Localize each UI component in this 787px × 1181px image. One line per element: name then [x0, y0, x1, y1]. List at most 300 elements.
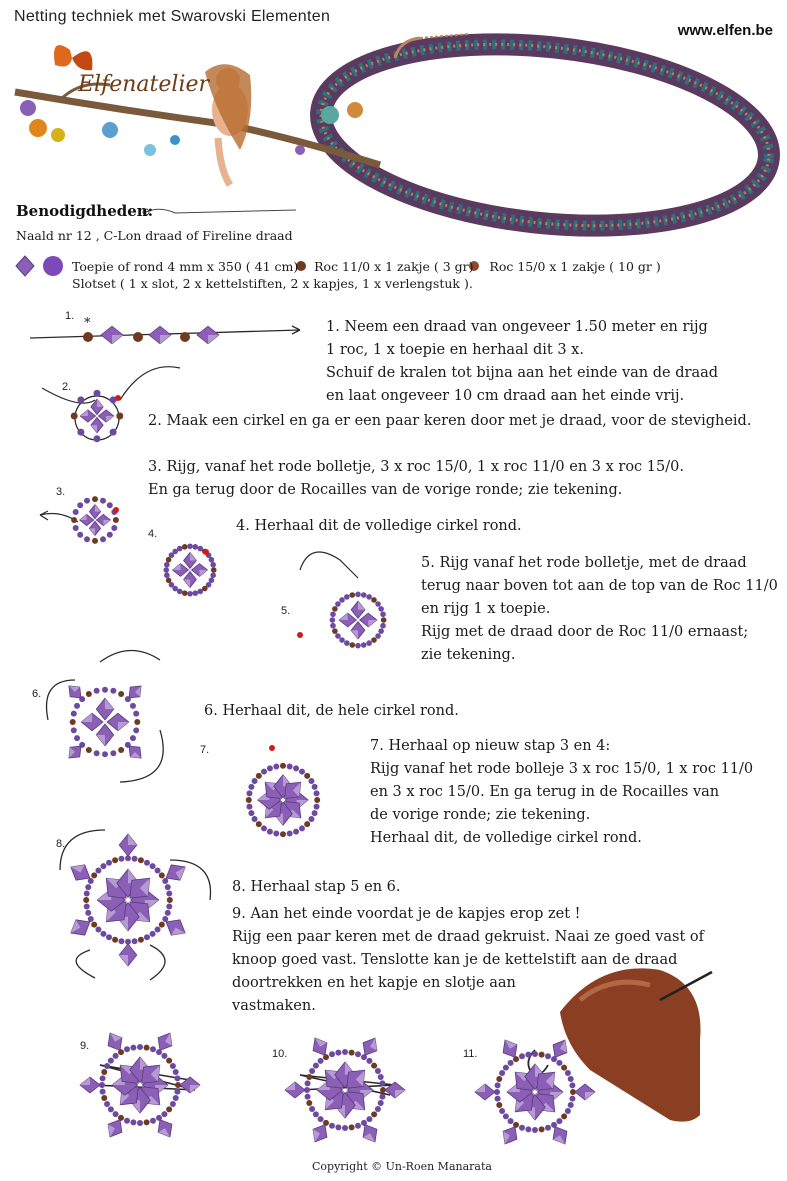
step-4-line-1: 4. Herhaal dit de volledige cirkel rond. — [236, 518, 522, 534]
rocaille-bead — [308, 816, 314, 822]
rocaille-bead — [246, 797, 252, 803]
rocaille-bead — [329, 1051, 335, 1057]
rocaille-bead — [102, 687, 108, 693]
rocaille-bead — [371, 637, 377, 643]
rocaille-bead — [198, 589, 204, 595]
step-1-line-2: 1 roc, 1 x toepie en herhaal dit 3 x. — [326, 342, 584, 358]
bicone-bead — [360, 613, 377, 627]
rocaille-bead — [261, 825, 267, 831]
rocaille-bead — [525, 1126, 531, 1132]
rocaille-bead — [132, 856, 138, 862]
bicone-bead — [119, 834, 137, 856]
diagram-number-2: 2. — [62, 381, 72, 393]
bicone-bead — [575, 1084, 595, 1100]
rocaille-bead — [496, 1076, 502, 1082]
step-5-line-3: en rijg 1 x toepie. — [421, 601, 551, 617]
rocaille-bead — [100, 1075, 106, 1081]
rocaille-bead — [113, 1053, 119, 1059]
rocaille-bead — [71, 517, 77, 523]
rocaille-bead — [133, 332, 143, 342]
rocaille-bead — [111, 525, 117, 531]
rocaille-bead — [305, 1094, 311, 1100]
rocaille-bead — [118, 747, 124, 753]
rocaille-bead — [92, 496, 98, 502]
rocaille-bead — [124, 1046, 130, 1052]
rocaille-bead — [499, 1108, 505, 1114]
rocaille-bead — [144, 1119, 150, 1125]
rocaille-bead — [371, 597, 377, 603]
diagram-number-9: 9. — [80, 1040, 90, 1052]
rocaille-bead — [166, 1058, 172, 1064]
svg-text:*: * — [84, 316, 91, 331]
step-5-line-5: zie tekening. — [421, 647, 516, 663]
rocaille-bead — [545, 1053, 551, 1059]
rocaille-bead — [144, 1045, 150, 1051]
rocaille-bead — [84, 904, 90, 910]
rocaille-bead — [366, 1116, 372, 1122]
rocaille-bead — [375, 1068, 381, 1074]
rocaille-bead — [280, 763, 286, 769]
rocaille-bead — [335, 633, 341, 639]
rocaille-bead — [192, 544, 198, 550]
rocaille-bead — [299, 825, 305, 831]
rocaille-bead — [335, 601, 341, 607]
rocaille-bead — [155, 927, 161, 933]
step-9-line-2: Rijg een paar keren met de draad gekruist. Naai ze goed vast of — [232, 929, 705, 945]
rocaille-bead — [187, 543, 193, 549]
rocaille-bead — [165, 884, 171, 890]
rocaille-bead — [70, 719, 76, 725]
rocaille-bead — [355, 1051, 361, 1057]
rocaille-bead — [565, 1108, 571, 1114]
rocaille-bead — [118, 691, 124, 697]
step-5-line-1: 5. Rijg vanaf het rode bolletje, met de draad — [421, 555, 747, 571]
bicone-bead — [80, 410, 95, 422]
rocaille-bead — [379, 1080, 385, 1086]
rocaille-bead — [137, 1120, 143, 1126]
rocaille-bead — [150, 863, 156, 869]
rocaille-bead — [73, 525, 79, 531]
rocaille-bead — [561, 1065, 567, 1071]
rocaille-bead — [569, 1082, 575, 1088]
bicone-bead — [107, 713, 129, 730]
rocaille-bead — [130, 1119, 136, 1125]
rocaille-bead — [108, 1106, 114, 1112]
step-8-text — [232, 876, 400, 899]
page-title: Netting techniek met Swarovski Elementen — [14, 8, 331, 25]
rocaille-bead — [161, 1053, 167, 1059]
rocaille-bead — [329, 1123, 335, 1129]
rocaille-bead — [503, 1113, 509, 1119]
rocaille-bead — [306, 1074, 312, 1080]
rocaille-bead — [361, 592, 367, 598]
rocaille-bead — [74, 735, 80, 741]
rocaille-bead — [77, 502, 83, 508]
step-5-text — [421, 552, 778, 667]
rocaille-bead — [133, 727, 139, 733]
rocaille-bead — [287, 763, 293, 769]
rocaille-bead — [180, 332, 190, 342]
rocaille-bead — [113, 1111, 119, 1117]
rocaille-bead — [150, 1046, 156, 1052]
rocaille-bead — [84, 498, 90, 504]
rocaille-bead — [306, 1100, 312, 1106]
rocaille-bead — [94, 688, 100, 694]
rocaille-bead — [71, 413, 78, 420]
rocaille-bead — [267, 765, 273, 771]
diagram-number-6: 6. — [32, 688, 42, 700]
bicone-bead — [89, 505, 100, 519]
rocaille-bead — [261, 769, 267, 775]
rocaille-bead — [91, 872, 97, 878]
rocaille-bead — [313, 1063, 319, 1069]
rocaille-bead — [101, 1069, 107, 1075]
rocaille-bead — [304, 773, 310, 779]
diagram-7-pattern — [246, 745, 320, 837]
rocaille-bead — [339, 637, 345, 643]
rocaille-bead — [335, 1050, 341, 1056]
rocaille-bead — [342, 1125, 348, 1131]
rocaille-bead — [150, 1118, 156, 1124]
rocaille-bead — [170, 1063, 176, 1069]
rocaille-bead — [163, 567, 169, 573]
diagram-4-pattern — [163, 543, 216, 596]
rocaille-bead — [166, 578, 172, 584]
rocaille-bead — [170, 1101, 176, 1107]
bicone-bead — [339, 613, 356, 627]
rocaille-bead — [269, 745, 275, 751]
rocaille-bead — [118, 938, 124, 944]
bicone-bead — [192, 564, 208, 577]
copyright-footer: Copyright © Un-Roen Manarata — [312, 1160, 492, 1173]
brand-logo-text: Elfenatelier — [78, 72, 210, 97]
rocaille-bead — [539, 1052, 545, 1058]
rocaille-bead — [77, 532, 83, 538]
rocaille-bead — [166, 1106, 172, 1112]
rocaille-bead — [104, 1101, 110, 1107]
step-3-line-2: En ga terug door de Rocailles van de vorige ronde; zie tekening. — [148, 482, 623, 498]
rocaille-bead — [77, 429, 84, 436]
rocaille-bead — [108, 1058, 114, 1064]
rocaille-bead — [293, 829, 299, 835]
rocaille-bead — [366, 594, 372, 600]
rocaille-bead — [556, 1118, 562, 1124]
rocaille-bead — [192, 590, 198, 596]
bicone-bead — [80, 514, 94, 525]
rocaille-bead — [256, 773, 262, 779]
step-1-line-3: Schuif de kralen tot bijna aan het einde van de draad — [326, 365, 719, 381]
rocaille-bead — [519, 1053, 525, 1059]
rocaille-bead — [166, 904, 172, 910]
rocaille-bead — [161, 1111, 167, 1117]
rocaille-bead — [371, 1111, 377, 1117]
rocaille-bead — [252, 816, 258, 822]
rocaille-bead — [525, 1052, 531, 1058]
rocaille-bead — [496, 1102, 502, 1108]
rocaille-bead — [94, 750, 100, 756]
diagram-10-pattern — [285, 1034, 405, 1146]
rocaille-bead — [159, 872, 165, 878]
bicone-bead — [89, 521, 100, 535]
rocaille-bead — [246, 804, 252, 810]
rocaille-bead — [144, 934, 150, 940]
step-7-line-5: Herhaal dit, de volledige cirkel rond. — [370, 830, 642, 846]
rocaille-bead — [164, 572, 170, 578]
rocaille-bead — [144, 860, 150, 866]
rocaille-bead — [293, 765, 299, 771]
rocaille-bead — [210, 562, 216, 568]
rocaille-bead — [312, 784, 318, 790]
needle-icon — [146, 209, 296, 213]
rocaille-bead — [84, 890, 90, 896]
rocaille-bead — [95, 927, 101, 933]
rocaille-bead — [375, 1106, 381, 1112]
rocaille-bead — [267, 829, 273, 835]
step-5-line-4: Rijg met de draad door de Roc 11/0 ernaast; — [421, 624, 749, 640]
bicone-bead — [184, 572, 197, 588]
rocaille-bead — [137, 1044, 143, 1050]
diagram-2-pattern — [71, 390, 124, 443]
bicone-bead — [197, 326, 219, 344]
step-9-line-4: doortrekken en het kapje en slotje aan — [232, 975, 516, 991]
rocaille-bead — [86, 747, 92, 753]
rocaille-bead — [177, 546, 183, 552]
rocaille-bead — [113, 507, 119, 513]
rocaille-bead — [166, 890, 172, 896]
rocaille-bead — [100, 498, 106, 504]
step-9-line-5: vastmaken. — [232, 998, 316, 1014]
rocaille-bead — [182, 544, 188, 550]
rocaille-bead — [532, 1127, 538, 1133]
rocaille-bead — [330, 611, 336, 617]
step-7-line-3: en 3 x roc 15/0. En ga terug in de Rocailles van — [370, 784, 720, 800]
rocaille-bead — [503, 1065, 509, 1071]
rocaille-bead — [339, 597, 345, 603]
rocaille-bead — [344, 594, 350, 600]
step-7-line-4: de vorige ronde; zie tekening. — [370, 807, 591, 823]
rocaille-bead — [88, 878, 94, 884]
rocaille-bead — [280, 831, 286, 837]
bicone-bead — [98, 410, 113, 422]
bicone-bead — [351, 601, 365, 618]
rocaille-bead — [287, 831, 293, 837]
rocaille-bead — [499, 1070, 505, 1076]
rocaille-bead — [378, 628, 384, 634]
rocaille-bead — [88, 916, 94, 922]
rocaille-bead — [84, 536, 90, 542]
rocaille-bead — [165, 910, 171, 916]
rocaille-bead — [297, 632, 303, 638]
rocaille-bead — [91, 922, 97, 928]
rocaille-bead — [313, 1111, 319, 1117]
rocaille-bead — [308, 778, 314, 784]
rocaille-bead — [174, 1075, 180, 1081]
rocaille-bead — [130, 735, 136, 741]
rocaille-bead — [83, 897, 89, 903]
rocaille-bead — [508, 1118, 514, 1124]
rocaille-bead — [86, 691, 92, 697]
rocaille-bead — [561, 1113, 567, 1119]
rocaille-bead — [138, 857, 144, 863]
rocaille-bead — [130, 1045, 136, 1051]
bicone-bead — [101, 326, 123, 344]
rocaille-bead — [342, 1049, 348, 1055]
rocaille-bead — [203, 549, 209, 555]
diagram-3-pattern — [71, 496, 119, 544]
rocaille-bead — [159, 922, 165, 928]
rocaille-bead — [366, 640, 372, 646]
step-3-line-1: 3. Rijg, vanaf het rode bolletje, 3 x roc 15/0, 1 x roc 11/0 en 3 x roc 15/0. — [148, 459, 684, 475]
rocaille-bead — [378, 606, 384, 612]
rocaille-bead — [71, 727, 77, 733]
rocaille-bead — [182, 590, 188, 596]
fairy-branch-illustration — [15, 45, 380, 185]
diagram-5-pattern — [297, 592, 386, 649]
rocaille-bead — [133, 711, 139, 717]
rocaille-bead — [94, 390, 101, 397]
diagram-number-10: 10. — [272, 1048, 288, 1060]
rocaille-bead — [83, 332, 93, 342]
rocaille-bead — [164, 562, 170, 568]
step-9-text — [232, 903, 704, 1018]
diagram-9-pattern — [80, 1029, 200, 1141]
rocaille-bead — [366, 1058, 372, 1064]
rocaille-bead — [85, 910, 91, 916]
bicone-bead — [81, 713, 103, 730]
rocaille-bead — [375, 633, 381, 639]
rocaille-bead — [304, 821, 310, 827]
rocaille-bead — [110, 429, 117, 436]
rocaille-bead — [314, 790, 320, 796]
rocaille-bead — [104, 1063, 110, 1069]
diagram-number-7: 7. — [200, 744, 210, 756]
rocaille-bead — [113, 517, 119, 523]
rocaille-bead — [107, 532, 113, 538]
rocaille-bead — [187, 591, 193, 597]
rocaille-bead — [85, 884, 91, 890]
step-5-line-2: terug naar boven tot aan de top van de Roc 11/0 — [421, 578, 778, 594]
rocaille-bead — [134, 719, 140, 725]
rocaille-bead — [100, 863, 106, 869]
diagram-number-1: 1. — [65, 310, 75, 322]
diagram-number-5: 5. — [281, 605, 291, 617]
rocaille-bead — [273, 831, 279, 837]
rocaille-bead — [380, 623, 386, 629]
rocaille-bead — [107, 502, 113, 508]
rocaille-bead — [252, 778, 258, 784]
rocaille-bead — [100, 536, 106, 542]
rocaille-bead — [335, 1124, 341, 1130]
rocaille-bead — [209, 557, 215, 563]
supplies-findings: Slotset ( 1 x slot, 2 x kettelstiften, 2 x kapjes, 1 x verlengstuk ). — [72, 276, 473, 291]
rocaille-bead — [565, 1070, 571, 1076]
bicone-bead — [475, 1084, 495, 1100]
rocaille-bead — [118, 856, 124, 862]
rocaille-bead — [330, 617, 336, 623]
rocaille-bead — [344, 640, 350, 646]
rocaille-bead — [112, 937, 118, 943]
diagram-6-pattern — [64, 681, 146, 763]
rocaille-bead — [173, 1095, 179, 1101]
rocaille-bead — [100, 931, 106, 937]
supplies-beads: Toepie of rond 4 mm x 350 ( 41 cm) Roc 11/0 x 1 zakje ( 3 gr) Roc 15/0 x 1 zakje ( 10 gr ) — [72, 259, 661, 274]
rocaille-bead — [162, 878, 168, 884]
diagram-number-4: 4. — [148, 528, 158, 540]
rocaille-bead — [211, 567, 217, 573]
rocaille-bead — [332, 628, 338, 634]
rocaille-bead — [355, 1123, 361, 1129]
step-2-text — [148, 410, 751, 433]
website-url[interactable]: www.elfen.be — [677, 22, 773, 39]
rocaille-bead — [124, 1118, 130, 1124]
step-1-line-4: en laat ongeveer 10 cm draad aan het einde vrij. — [326, 388, 685, 404]
rocaille-bead — [539, 1126, 545, 1132]
rocaille-bead — [106, 934, 112, 940]
rocaille-bead — [130, 703, 136, 709]
rocaille-bead — [273, 763, 279, 769]
rocaille-bead — [110, 688, 116, 694]
rocaille-bead — [71, 711, 77, 717]
step-9-line-3: knoop goed vast. Tenslotte kan je de kettelstift aan de draad — [232, 952, 678, 968]
rocaille-bead — [378, 1100, 384, 1106]
step-6-text — [204, 700, 459, 723]
step-7-line-2: Rijg vanaf het rode bolleje 3 x roc 15/0, 1 x roc 11/0 — [370, 761, 754, 777]
rocaille-bead — [380, 611, 386, 617]
rocaille-bead — [318, 1058, 324, 1064]
necklace-illustration — [312, 24, 778, 246]
rocaille-bead — [532, 1051, 538, 1057]
rocaille-bead — [100, 1089, 106, 1095]
rocaille-bead — [174, 1089, 180, 1095]
diagram-number-3: 3. — [56, 486, 66, 498]
rocaille-bead — [115, 395, 121, 401]
rocaille-bead — [92, 538, 98, 544]
diagram-5-thread — [300, 552, 358, 578]
rocaille-bead — [568, 1076, 574, 1082]
rocaille-bead — [101, 1095, 107, 1101]
rocaille-bead — [74, 703, 80, 709]
rocaille-bead — [349, 1050, 355, 1056]
rocaille-bead — [519, 1125, 525, 1131]
rocaille-bead — [332, 606, 338, 612]
rocaille-bead — [375, 601, 381, 607]
step-2-line-1: 2. Maak een cirkel en ga er een paar keren door met je draad, voor de stevigheid. — [148, 413, 752, 429]
bicone-bead — [149, 326, 171, 344]
rocaille-bead — [309, 1068, 315, 1074]
rocaille-bead — [314, 797, 320, 803]
rocaille-bead — [132, 938, 138, 944]
rocaille-bead — [95, 867, 101, 873]
rocaille-bead — [318, 1116, 324, 1122]
rocaille-bead — [349, 592, 355, 598]
rocaille-bead — [256, 821, 262, 827]
diagram-number-8: 8. — [56, 838, 66, 850]
rocaille-bead — [299, 769, 305, 775]
rocaille-bead — [361, 642, 367, 648]
rocaille-bead — [94, 435, 101, 442]
bicone-bead — [351, 622, 365, 639]
bicone-bead — [285, 1082, 305, 1098]
bicone-bead — [91, 417, 103, 432]
rocaille-bead — [102, 751, 108, 757]
rocaille-bead — [246, 790, 252, 796]
rocaille-bead — [110, 750, 116, 756]
bicone-bead — [184, 553, 197, 569]
rocaille-bead — [73, 509, 79, 515]
step-8-line-1: 8. Herhaal stap 5 en 6. — [232, 879, 401, 895]
rocaille-bead — [210, 572, 216, 578]
rocaille-bead — [355, 592, 361, 598]
